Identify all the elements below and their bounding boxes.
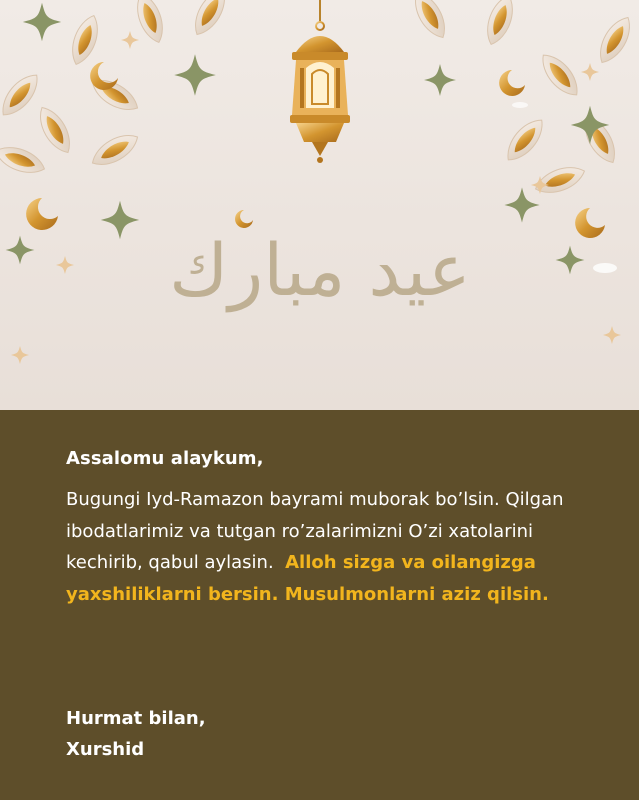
message-body-highlight: Alloh sizga va oilangizga yaxshiliklarni bersin. Musulmonlarni aziz qilsin.	[66, 552, 549, 605]
closing-text: Hurmat bilan,	[66, 708, 206, 729]
signature-block	[66, 703, 206, 765]
calligraphy-text: عيد مبارك	[169, 228, 471, 312]
greeting-text: Assalomu alaykum,	[66, 448, 264, 469]
message-panel	[0, 410, 639, 800]
signature-name: Xurshid	[66, 739, 145, 760]
message-body	[66, 484, 586, 610]
message-body-plain: Bugungi Iyd-Ramazon bayrami muborak bo’lsin. Qilgan ibodatlarimiz va tutgan ro’zalarimizni O’zi xatolarini kechirib, qabul aylasin.	[66, 489, 564, 573]
lantern-icon	[290, 0, 350, 163]
